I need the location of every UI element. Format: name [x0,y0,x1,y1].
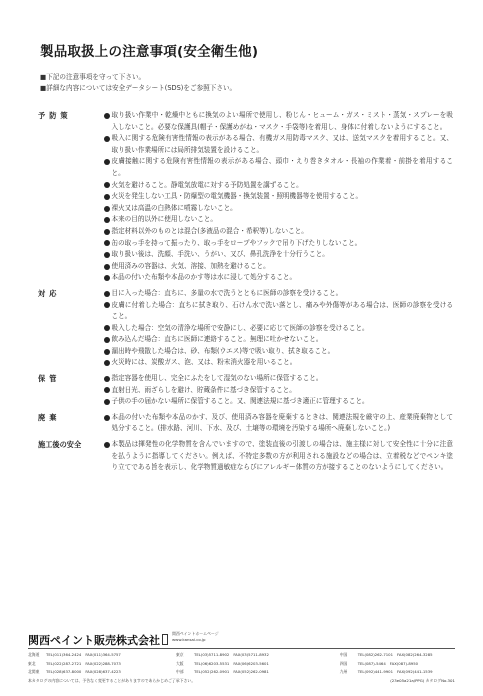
bullet-icon [104,415,110,421]
section-label: 予防策 [38,111,72,120]
bullet-icon [104,302,110,308]
bullet-icon [104,360,110,366]
item-text: 目に入った場合：直ちに、多量の水で洗うとともに医師の診察を受けること。 [111,288,343,297]
section-label: 保管 [38,374,61,384]
list-item [104,261,453,273]
item-text: 直射日光、雨ざらしを避け、貯蔵条件に基づき保管すること。 [111,385,296,394]
company-name: 関西ペイント販売株式会社 [28,634,160,647]
office-entry [340,652,458,661]
list-item [104,249,453,261]
office-fax: FAX(087)-8950 [389,660,419,666]
list-item [104,180,453,192]
office-name: 東北 [28,660,36,666]
item-text: 取り扱い作業中・乾燥中ともに換気のよい場所で使用し、粉じん・ヒューム・ガス・ミスト・蒸気・スプレーを吸入しないこと。必要な保護具(帽子・保護めがね・マスク・手袋等)を着用し、身体に付着しないようにすること。 [111,111,453,131]
office-fax: FAX(06)6203-5601 [233,660,269,666]
office-fax: FAX(028)637-4223 [85,669,121,675]
item-text: 指定材料以外のものとは混合(多液品の混合・希釈等)しないこと。 [111,226,308,235]
item-text: 飲み込んだ場合：直ちに医師に連絡すること。無理に吐かせないこと。 [111,335,323,344]
item-text: 火災時には、炭酸ガス、泡、又は、粉末消火器を用いること。 [111,358,297,367]
list-item [104,110,453,133]
homepage-info [172,631,219,642]
office-entry [168,669,340,678]
bullet-icon [104,136,110,142]
list-item [104,334,453,346]
bullet-icon [104,349,110,355]
office-name: 九州 [339,669,348,675]
list-item [104,226,453,238]
intro [40,72,460,94]
section [38,412,453,435]
office-row [28,669,458,678]
divider [28,648,455,649]
bullet-icon [104,252,110,258]
bullet-icon [104,217,110,223]
list-item [104,357,453,369]
office-fax: FAX(082)264-3285 [397,652,433,657]
list-item [104,300,453,323]
list-item [104,203,453,215]
office-list [28,652,458,678]
homepage-label: 関西ペイントホームページ [172,631,219,636]
intro-line: ■詳細な内容については安全データシート(SDS)をご参照下さい。 [40,84,237,92]
bullet-icon [104,229,110,235]
office-name: 北海道 [28,652,40,657]
office-name: 中国 [339,652,348,657]
item-text: 皮膚接触に関する危険有害性情報の表示がある場合、頭巾・えり巻きタオル・長袖の作業着・前掛を着用すること。 [111,157,453,177]
office-entry [28,652,168,661]
bullet-icon [104,325,110,331]
office-name: 北関東 [28,669,40,675]
item-text: 子供の手の届かない場所に保管すること。又、関連法規に基づき適正に管理すること。 [111,397,369,406]
bullet-icon [104,194,110,200]
bullet-icon [104,399,110,405]
office-entry [168,652,340,661]
office-entry [340,669,458,678]
bullet-icon [104,387,110,393]
section-body [104,110,453,284]
section [38,110,453,284]
office-entry [168,661,340,670]
item-text: 漏出時や飛散した場合は、砂、布類(ウエス)等で吸い取り、拭き取ること。 [111,346,335,355]
office-fax: FAX(092)441-1539 [397,669,433,675]
catalog-code: (23e05a21a/PPG) カタログNo.301 [390,678,455,683]
section [38,439,453,474]
item-text: 缶の取っ手を持って振ったり、取っ手をロープやフックで吊り下げたりしないこと。 [111,238,362,247]
section-body [104,412,453,435]
item-text: 本製品は揮発性の化学物質を含んでいますので、塗装直後の引渡しの場合は、施主様に対して安全性に十分に注意を払うように指導してください。例えば、不特定多数の方が利用される施設などの場合は、立着税などでペンキ塗り立てである旨を表示し、化学物質過敏症ならびにアレルギー体質の方が接することのないようにしてください。 [111,440,453,472]
section [38,288,453,369]
section [38,373,453,408]
office-tel: TEL(028)637-8000 [46,669,82,675]
homepage-url[interactable]: www.kansai.co.jp [172,636,206,642]
office-tel: TEL(052)262-0901 [194,669,230,675]
section-body [104,439,453,474]
bullet-icon [104,240,110,246]
list-item [104,238,453,250]
list-item [104,133,453,156]
item-text: 本品の付いた布類や本品のかす等は水に浸して処分すること。 [111,273,297,282]
item-text: 吸入した場合：空気の清浄な場所で安静にし、必要に応じて医師の診察を受けること。 [111,323,369,332]
item-text: 裸火又は高温の白熱体に噴霧しないこと。 [111,203,237,212]
section-label: 施工後の安全 [38,440,82,450]
office-name: 四国 [339,660,348,666]
list-item [104,412,453,435]
bullet-icon [104,376,110,382]
bullet-icon [104,182,110,188]
list-item [104,396,453,408]
list-item [104,385,453,397]
item-text: 取り扱い後は、洗顔、手洗い、うがい、又び、鼻孔洗浄を十分行うこと。 [111,250,329,259]
bullet-icon [104,264,110,270]
office-row [28,661,458,670]
bullet-icon [104,337,110,343]
office-fax: FAX(011)364-5757 [85,652,121,657]
item-text: 本品の付いた布類や本品のかす、及び、使用済み容器を廃棄するときは、関連法規を厳守の上、産業廃棄物として処分すること。(排水路、河川、下水、及び、土壌等の環境を汚染する場所へ廃棄しないこと。) [111,412,453,433]
list-item [104,272,453,284]
disclaimer-note: 本カタログの内容については、予告なく変更することがありますのであらかじめご了承下さい。 [28,678,196,683]
list-item [104,346,453,358]
office-tel: TEL(06)6203-5531 [194,660,230,666]
list-item [104,191,453,203]
list-item [104,214,453,226]
office-tel: TEL(082)262-7101 [357,652,394,657]
bullet-icon [104,275,110,281]
office-fax: FAX(022)288-7073 [85,660,121,666]
precautions-sections [38,110,453,474]
office-entry [340,661,458,670]
section-label: 対応 [38,288,61,298]
office-entry [28,669,168,678]
section-label: 廃棄 [38,412,61,422]
office-tel: TEL(022)287-2721 [46,660,82,666]
item-text: 皮膚に付着した場合：直ちに拭き取り、石けん水で洗い落とし、痛みや外傷等がある場合は、医師の診察を受けること。 [111,300,453,321]
office-entry [28,661,168,670]
office-tel: TEL(092)441-9901 [357,669,394,675]
list-item [104,439,453,474]
footer [0,600,483,696]
office-name: 東京 [176,652,184,657]
list-item [104,288,453,300]
bullet-icon [104,206,110,212]
list-item [104,156,453,179]
bullet-icon [104,159,110,165]
office-name: 中部 [176,669,184,675]
office-fax: FAX(052)262-0981 [233,669,269,675]
item-text: 本来の目的以外に使用しないこと。 [111,215,217,224]
item-text: 使用済みの容器は、火気、溶接、加熱を避けること。 [111,261,270,270]
item-text: 吸入に関する危険有害性情報の表示がある場合、有機ガス用防毒マスク、又は、送気マスクを着用すること。又、取り扱い作業場所には局所排気装置を設けること。 [111,134,453,154]
office-tel: TEL(011)364-2424 [46,652,82,657]
qr-icon [162,634,168,645]
page-title: 製品取扱上の注意事項(安全衛生他) [40,44,259,60]
office-row [28,652,458,661]
section-body [104,373,453,408]
list-item [104,323,453,335]
office-fax: FAX(03)5711-8932 [233,652,269,657]
item-text: 火災を発生しない工具・防爆型の電気機器・換気装置・照明機器等を使用すること。 [111,192,363,201]
office-tel: TEL(087)-5464 [357,660,386,666]
item-text: 指定容器を使用し、完全にふたをして湿気のない場所に保管すること。 [111,374,323,383]
office-name: 大阪 [176,660,184,666]
list-item [104,373,453,385]
bullet-icon [104,113,110,119]
office-tel: TEL(03)5711-8902 [194,652,230,657]
item-text: 火気を避けること。静電気放電に対する予防処置を講ずること。 [111,180,303,189]
section-body [104,288,453,369]
bullet-icon [104,291,110,297]
intro-line: ■下記の注意事項を守って下さい。 [40,73,146,81]
bullet-icon [104,442,110,448]
